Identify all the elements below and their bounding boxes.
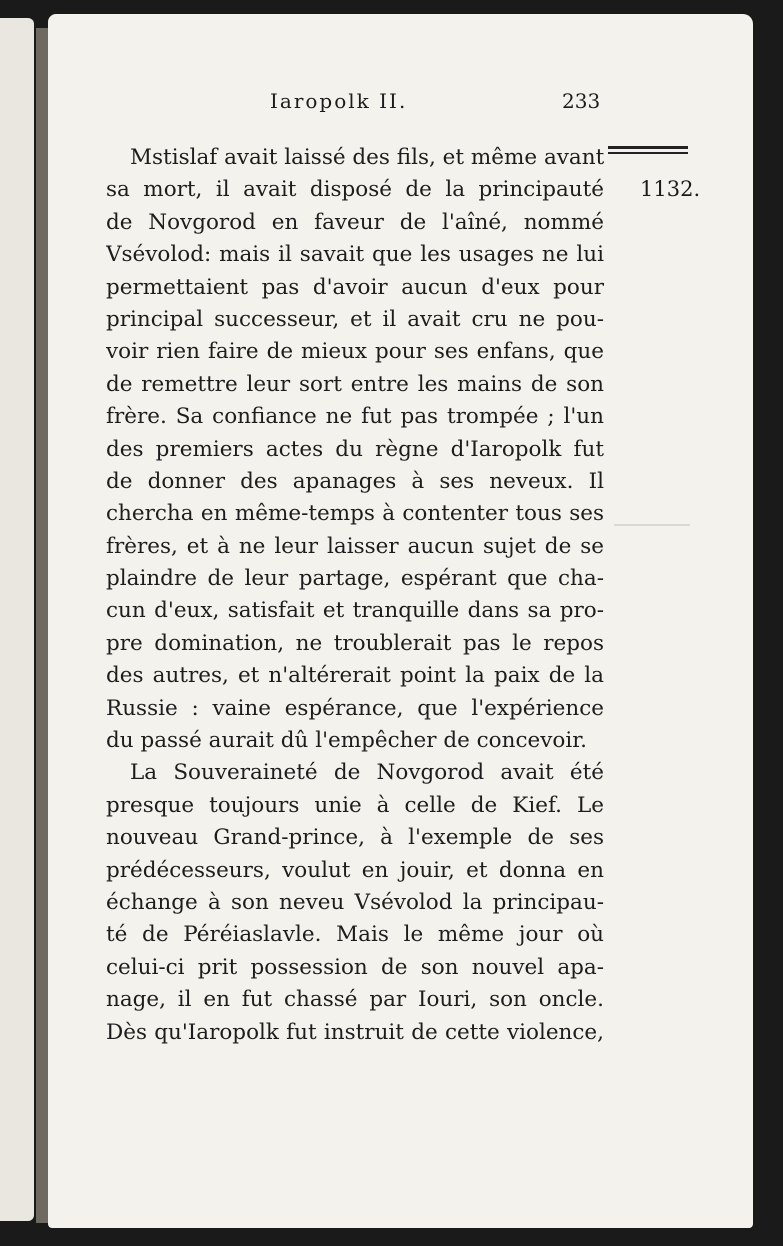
text-line: voir rien faire de mieux pour ses enfans, que xyxy=(106,339,604,365)
text-line: té de Péréiaslavle. Mais le même jour où xyxy=(106,922,604,948)
text-line: nage, il en fut chassé par Iouri, son oncle. xyxy=(106,987,604,1013)
text-line: de Novgorod en faveur de l'aîné, nommé xyxy=(106,209,604,235)
text-line: pre domination, ne troublerait pas le repos xyxy=(106,630,604,656)
facing-page-edge xyxy=(0,18,34,1221)
text-line: sa mort, il avait disposé de la principauté xyxy=(106,177,604,203)
running-title: Iaropolk II. xyxy=(270,89,408,113)
text-line: principal successeur, et il avait cru ne pou- xyxy=(106,306,604,332)
margin-rule xyxy=(608,146,688,149)
text-line: échange à son neveu Vsévolod la principau- xyxy=(106,889,604,915)
body-text xyxy=(106,142,604,1049)
text-line: Mstislaf avait laissé des fils, et même avant xyxy=(130,145,604,170)
text-line: des premiers actes du règne d'Iaropolk fut xyxy=(106,436,604,462)
margin-year: 1132. xyxy=(640,177,701,201)
text-line: Vsévolod: mais il savait que les usages ne lui xyxy=(106,242,604,268)
text-line: permettaient pas d'avoir aucun d'eux pour xyxy=(106,274,604,300)
text-line: Dès qu'Iaropolk fut instruit de cette violence, xyxy=(106,1019,604,1045)
margin-rule xyxy=(608,152,688,154)
text-line: des autres, et n'altérerait point la paix de la xyxy=(106,663,604,689)
text-line: La Souveraineté de Novgorod avait été xyxy=(130,760,604,786)
text-line: frères, et à ne leur laisser aucun sujet de se xyxy=(106,533,604,559)
show-through-rule xyxy=(614,524,690,526)
text-line: Russie : vaine espérance, que l'expérience xyxy=(106,695,604,721)
text-line: plaindre de leur partage, espérant que cha- xyxy=(106,566,604,592)
text-line: du passé aurait dû l'empêcher de concevoir. xyxy=(106,728,587,754)
text-line: cun d'eux, satisfait et tranquille dans sa pro- xyxy=(106,598,604,624)
text-line: presque toujours unie à celle de Kief. Le xyxy=(106,792,604,818)
text-line: prédécesseurs, voulut en jouir, et donna en xyxy=(106,857,604,883)
text-line: de donner des apanages à ses neveux. Il xyxy=(106,468,604,494)
text-line: frère. Sa confiance ne fut pas trompée ; l'un xyxy=(106,404,604,430)
page-number: 233 xyxy=(562,89,601,113)
text-line: de remettre leur sort entre les mains de son xyxy=(106,371,604,397)
text-line: nouveau Grand-prince, à l'exemple de ses xyxy=(106,825,604,851)
book-page xyxy=(48,14,753,1228)
page-header xyxy=(48,89,753,119)
text-line: celui-ci prit possession de son nouvel apa- xyxy=(106,954,604,980)
text-line: chercha en même-temps à contenter tous ses xyxy=(106,501,604,527)
